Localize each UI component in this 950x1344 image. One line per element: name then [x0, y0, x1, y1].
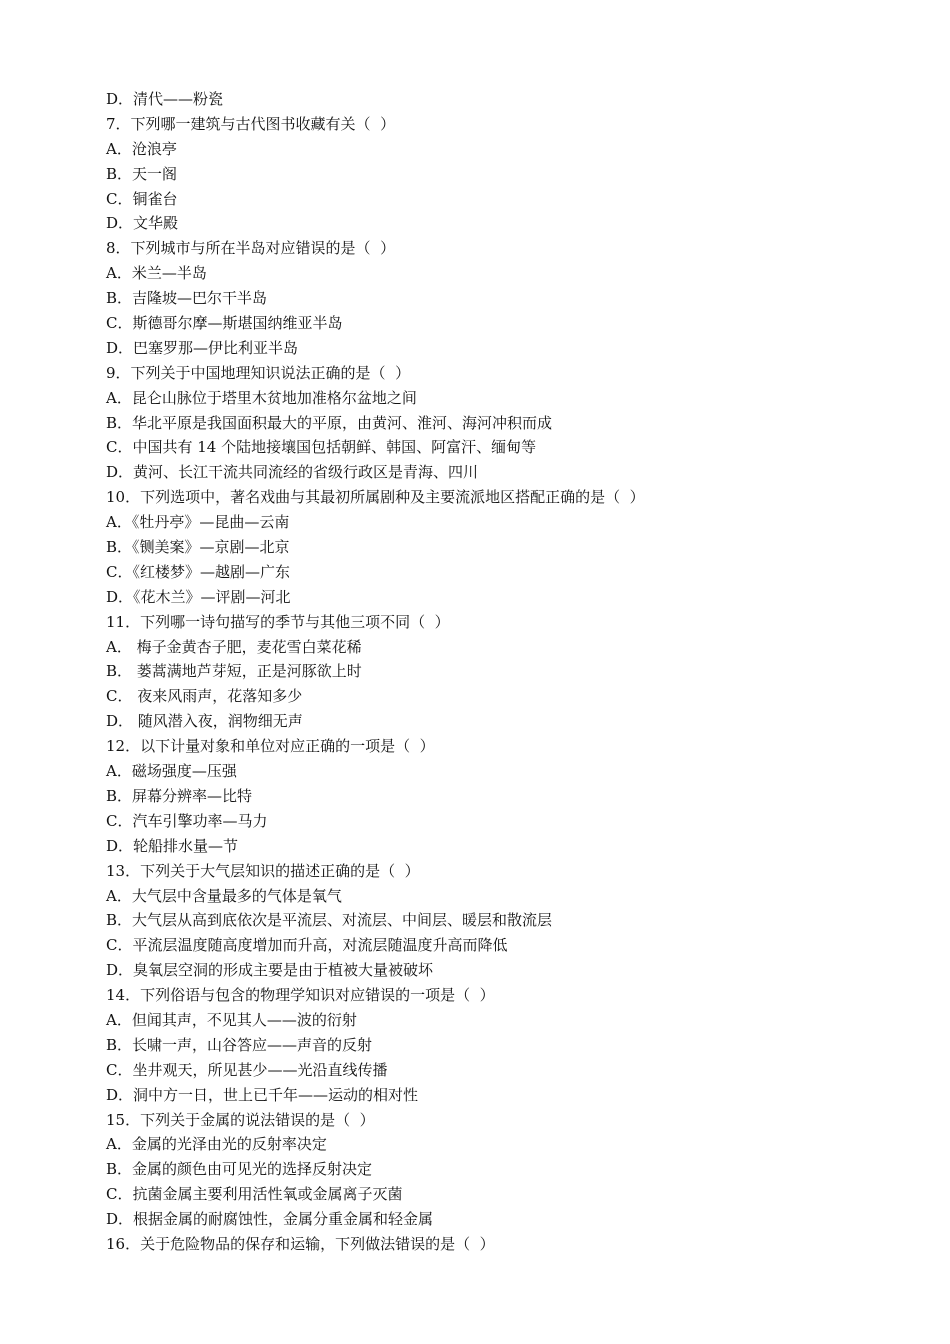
question-line: 9．下列关于中国地理知识说法正确的是（ ） — [106, 363, 411, 382]
question-line: 10．下列选项中，著名戏曲与其最初所属剧种及主要流派地区搭配正确的是（ ） — [106, 488, 645, 507]
question-line: 7．下列哪一建筑与古代图书收藏有关（ ） — [106, 114, 396, 133]
option-line: D．《花木兰》—评剧—河北 — [106, 587, 291, 606]
option-line: D．洞中方一日，世上已千年——运动的相对性 — [106, 1085, 419, 1104]
option-line: A．金属的光泽由光的反射率决定 — [106, 1135, 327, 1154]
option-line: A．昆仑山脉位于塔里木贫地加准格尔盆地之间 — [106, 388, 417, 407]
option-line: A．但闻其声，不见其人——波的衍射 — [106, 1010, 357, 1029]
question-line: 13．下列关于大气层知识的描述正确的是（ ） — [106, 861, 420, 880]
option-line: C． 夜来风雨声，花落知多少 — [106, 687, 303, 706]
option-line: B．天一阁 — [106, 164, 178, 183]
option-line: A．大气层中含量最多的气体是氧气 — [106, 886, 342, 905]
option-line: A．磁场强度—压强 — [106, 762, 237, 781]
option-line: C．坐井观天，所见甚少——光沿直线传播 — [106, 1060, 388, 1079]
option-line: D．根据金属的耐腐蚀性，金属分重金属和轻金属 — [106, 1210, 434, 1229]
option-line: C．铜雀台 — [106, 189, 178, 208]
document-page — [106, 87, 906, 1257]
option-line: B．《铡美案》—京剧—北京 — [106, 538, 290, 557]
option-line: A．米兰—半岛 — [106, 264, 207, 283]
option-line: B．华北平原是我国面积最大的平原，由黄河、淮河、海河冲积而成 — [106, 413, 553, 432]
option-line: D．轮船排水量—节 — [106, 836, 239, 855]
option-line: C．抗菌金属主要利用活性氧或金属离子灭菌 — [106, 1185, 403, 1204]
question-line: 11．下列哪一诗句描写的季节与其他三项不同（ ） — [106, 612, 450, 631]
question-line: 15．下列关于金属的说法错误的是（ ） — [106, 1110, 375, 1129]
option-line: B．屏幕分辨率—比特 — [106, 786, 253, 805]
option-line: C．汽车引擎功率—马力 — [106, 811, 268, 830]
option-line: D．黄河、长江干流共同流经的省级行政区是青海、四川 — [106, 463, 479, 482]
option-line: B．吉隆坡—巴尔干半岛 — [106, 289, 268, 308]
option-line: C．《红楼梦》—越剧—广东 — [106, 562, 290, 581]
option-line: D．清代——粉瓷 — [106, 90, 224, 108]
option-line: D．文华殿 — [106, 214, 179, 233]
question-line: 16．关于危险物品的保存和运输，下列做法错误的是（ ） — [106, 1234, 495, 1253]
question-line: 14．下列俗语与包含的物理学知识对应错误的一项是（ ） — [106, 986, 495, 1005]
option-line: B． 蒌蒿满地芦芽短，正是河豚欲上时 — [106, 662, 362, 681]
option-line: A．沧浪亭 — [106, 139, 177, 158]
option-line: D． 随风潜入夜，润物细无声 — [106, 712, 303, 731]
option-line: B．长啸一声，山谷答应——声音的反射 — [106, 1035, 373, 1054]
question-line: 12．以下计量对象和单位对应正确的一项是（ ） — [106, 737, 435, 756]
option-line: D．臭氧层空洞的形成主要是由于植被大量被破坏 — [106, 961, 434, 980]
option-line: B．大气层从高到底依次是平流层、对流层、中间层、暖层和散流层 — [106, 911, 553, 930]
option-line: C．中国共有 14 个陆地接壤国包括朝鲜、韩国、阿富汗、缅甸等 — [106, 438, 537, 457]
option-line: D．巴塞罗那—伊比利亚半岛 — [106, 338, 299, 357]
question-line: 8．下列城市与所在半岛对应错误的是（ ） — [106, 239, 396, 258]
option-line: A．《牡丹亭》—昆曲—云南 — [106, 513, 290, 532]
option-line: C．斯德哥尔摩—斯堪国纳维亚半岛 — [106, 314, 343, 333]
option-line: A． 梅子金黄杏子肥，麦花雪白菜花稀 — [106, 637, 362, 656]
option-line: B．金属的颜色由可见光的选择反射决定 — [106, 1160, 373, 1179]
option-line: C．平流层温度随高度增加而升高，对流层随温度升高而降低 — [106, 936, 508, 955]
